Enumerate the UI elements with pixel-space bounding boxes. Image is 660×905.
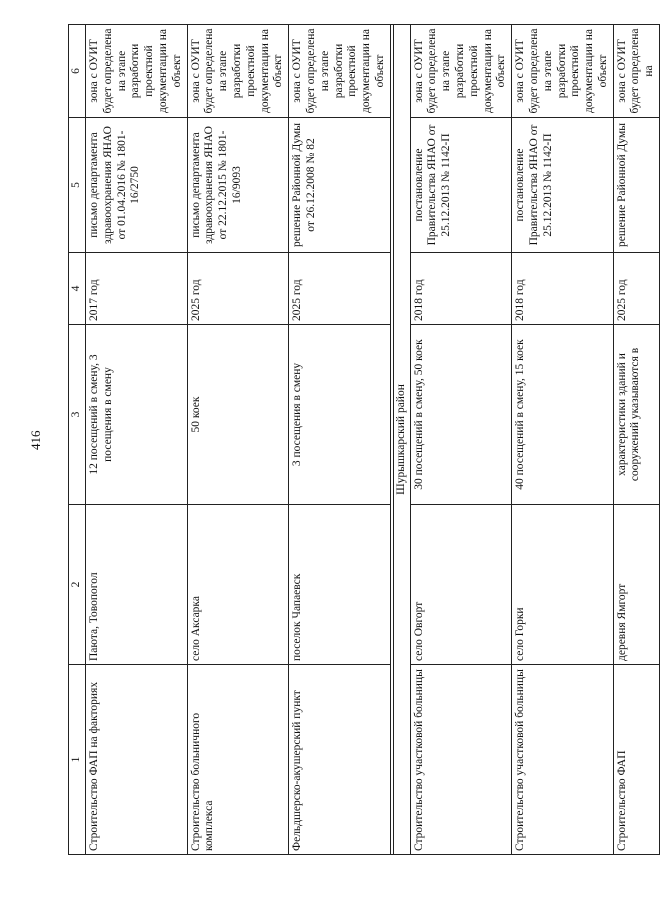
basis-cell: решение Районной Думы xyxy=(613,118,659,253)
zone-cell: зона с ОУИТ будет определена на этапе разработки проектной документации на объект xyxy=(289,25,391,118)
object-name-cell: Строительство участковой больницы xyxy=(512,665,614,855)
column-number: 4 xyxy=(69,253,86,325)
location-cell: село Горки xyxy=(512,505,614,665)
column-number-row xyxy=(69,25,86,855)
zone-cell: зона с ОУИТ будет определена на этапе разработки проектной документации на объект xyxy=(86,25,188,118)
table-row xyxy=(86,25,188,855)
section-header-row xyxy=(393,25,410,855)
objects-table xyxy=(68,24,660,855)
basis-cell: постановление Правительства ЯНАО от 25.12.2013 № 1142-П xyxy=(512,118,614,253)
year-cell: 2017 год xyxy=(86,253,188,325)
location-cell: Паюта, Товопогол xyxy=(86,505,188,665)
year-cell: 2025 год xyxy=(613,253,659,325)
year-cell: 2018 год xyxy=(512,253,614,325)
object-name-cell: Строительство ФАП на факториях xyxy=(86,665,188,855)
year-cell: 2018 год xyxy=(410,253,512,325)
zone-cell: зона с ОУИТ будет определена на этапе разработки проектной документации на объект xyxy=(512,25,614,118)
basis-cell: письмо департамента здравоохранения ЯНАО от 22.12.2015 № 1801-16/9093 xyxy=(187,118,289,253)
column-number: 2 xyxy=(69,505,86,665)
column-number: 6 xyxy=(69,25,86,118)
location-cell: поселок Чапаевск xyxy=(289,505,391,665)
rotated-table-container xyxy=(68,25,656,855)
location-cell: село Овгорт xyxy=(410,505,512,665)
object-name-cell: Фельдшерско-акушерский пункт xyxy=(289,665,391,855)
object-name-cell: Строительство больничного комплекса xyxy=(187,665,289,855)
zone-cell: зона с ОУИТ будет определена на xyxy=(613,25,659,118)
basis-cell: решение Районной Думы от 26.12.2008 № 82 xyxy=(289,118,391,253)
year-cell: 2025 год xyxy=(289,253,391,325)
object-name-cell: Строительство ФАП xyxy=(613,665,659,855)
table-row xyxy=(410,25,512,855)
year-cell: 2025 год xyxy=(187,253,289,325)
table-row xyxy=(289,25,391,855)
column-number: 5 xyxy=(69,118,86,253)
basis-cell: постановление Правительства ЯНАО от 25.12.2013 № 1142-П xyxy=(410,118,512,253)
page-number: 416 xyxy=(28,430,43,450)
section-title: Шурышкарский район xyxy=(393,25,410,855)
capacity-cell: 3 посещения в смену xyxy=(289,325,391,505)
capacity-cell: 50 коек xyxy=(187,325,289,505)
capacity-cell: характеристики зданий и сооружений указываются в xyxy=(613,325,659,505)
capacity-cell: 40 посещений в смену, 15 коек xyxy=(512,325,614,505)
basis-cell: письмо департамента здравоохранения ЯНАО от 01.04.2016 № 1801-16/2750 xyxy=(86,118,188,253)
table-row xyxy=(512,25,614,855)
table-row xyxy=(613,25,659,855)
table-row xyxy=(187,25,289,855)
zone-cell: зона с ОУИТ будет определена на этапе разработки проектной документации на объект xyxy=(410,25,512,118)
capacity-cell: 30 посещений в смену, 50 коек xyxy=(410,325,512,505)
zone-cell: зона с ОУИТ будет определена на этапе разработки проектной документации на объект xyxy=(187,25,289,118)
location-cell: деревня Ямгорт xyxy=(613,505,659,665)
capacity-cell: 12 посещений в смену, 3 посещения в смену xyxy=(86,325,188,505)
column-number: 3 xyxy=(69,325,86,505)
column-number: 1 xyxy=(69,665,86,855)
object-name-cell: Строительство участковой больницы xyxy=(410,665,512,855)
location-cell: село Аксарка xyxy=(187,505,289,665)
